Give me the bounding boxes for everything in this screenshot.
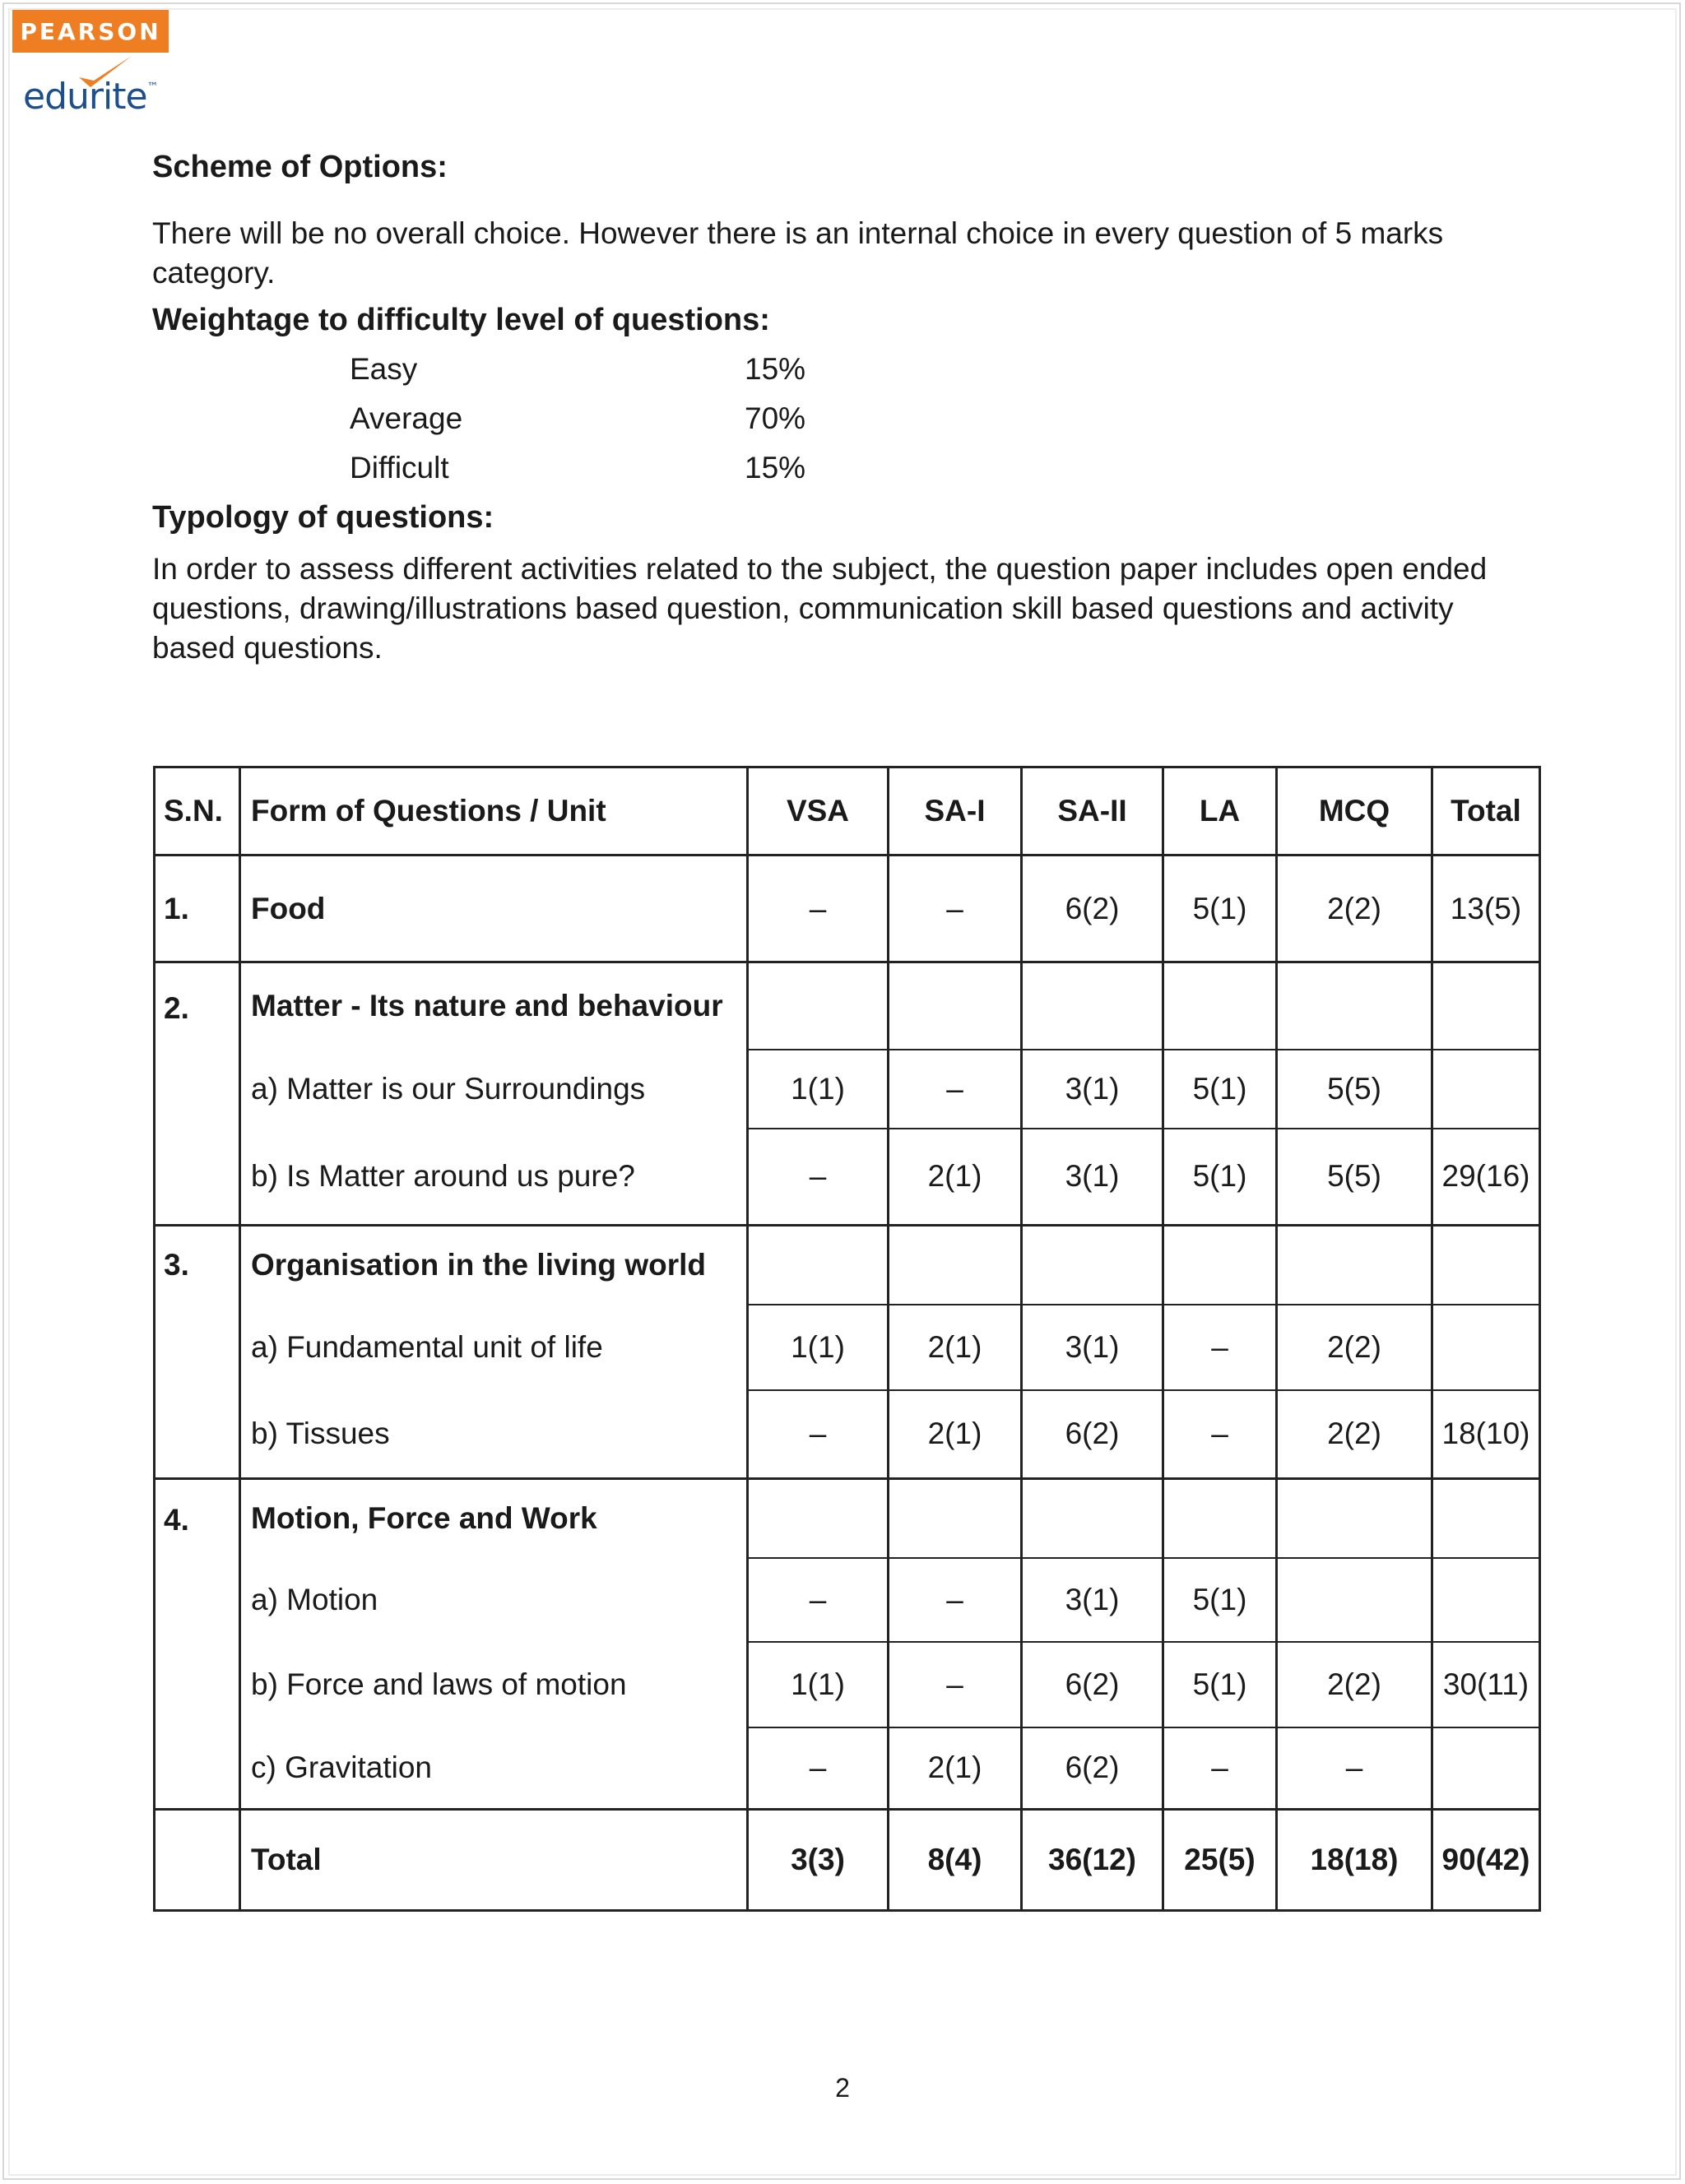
weightage-row: [350, 352, 805, 387]
subunit-label: b) Is Matter around us pure?: [240, 1129, 748, 1226]
cell-empty: [1163, 1226, 1277, 1305]
cell-mcq: 2(2): [1277, 1305, 1432, 1390]
cell-la: 5(1): [1163, 1050, 1277, 1129]
typology-text: In order to assess different activities related to the subject, the question paper includes open ended questions, drawing/illustrations based question, communication skill based questions and activity based questions.: [152, 552, 1488, 665]
cell-empty: [1163, 1479, 1277, 1558]
cell-empty: [748, 1226, 889, 1305]
cell-empty: [1432, 1305, 1540, 1390]
unit-number: 4.: [155, 1479, 240, 1810]
level-label: Average: [350, 401, 463, 435]
cell-sa1: –: [889, 1642, 1022, 1727]
unit-title: Organisation in the living world: [240, 1226, 748, 1305]
total-vsa: 3(3): [748, 1810, 889, 1911]
subunit-label: a) Matter is our Surroundings: [240, 1050, 748, 1129]
header-sa1: SA-I: [889, 767, 1022, 856]
cell-sa2: 6(2): [1022, 856, 1163, 962]
table-row: [155, 1305, 1540, 1390]
cell-la: –: [1163, 1390, 1277, 1479]
cell-empty: [1277, 1479, 1432, 1558]
cell-mcq: –: [1277, 1727, 1432, 1810]
total-label: Total: [240, 1810, 748, 1911]
cell-empty: [1163, 962, 1277, 1050]
cell-empty: [1022, 1479, 1163, 1558]
level-percent: 15%: [745, 352, 806, 386]
cell-total: 18(10): [1432, 1390, 1540, 1479]
cell-sa2: 6(2): [1022, 1390, 1163, 1479]
unit-number: 1.: [155, 856, 240, 962]
total-la: 25(5): [1163, 1810, 1277, 1911]
scheme-text: There will be no overall choice. However there is an internal choice in every question of 5 marks category.: [152, 216, 1444, 290]
trademark-symbol: ™: [146, 81, 158, 94]
cell-mcq: 2(2): [1277, 1642, 1432, 1727]
cell-mcq: 5(5): [1277, 1050, 1432, 1129]
unit-number: 2.: [155, 962, 240, 1226]
table-row: [155, 1226, 1540, 1305]
cell-la: –: [1163, 1305, 1277, 1390]
table-row: [155, 1558, 1540, 1642]
scheme-heading: Scheme of Options:: [152, 150, 448, 184]
header-form: Form of Questions / Unit: [240, 767, 748, 856]
cell-mcq: 2(2): [1277, 856, 1432, 962]
header-vsa: VSA: [748, 767, 889, 856]
weightage-row: [350, 401, 805, 436]
cell-empty: [1432, 1479, 1540, 1558]
edurite-logo: [23, 76, 158, 118]
cell-empty: [1432, 1050, 1540, 1129]
cell-sa2: 6(2): [1022, 1642, 1163, 1727]
header-la: LA: [1163, 767, 1277, 856]
header-sa2: SA-II: [1022, 767, 1163, 856]
cell-vsa: –: [748, 1390, 889, 1479]
cell-total: 30(11): [1432, 1642, 1540, 1727]
cell-empty: [1022, 962, 1163, 1050]
cell-empty: [1432, 962, 1540, 1050]
cell-empty: [748, 1479, 889, 1558]
cell-empty: [889, 1479, 1022, 1558]
cell-vsa: –: [748, 1727, 889, 1810]
header-total: Total: [1432, 767, 1540, 856]
table-row: [155, 1727, 1540, 1810]
cell-vsa: 1(1): [748, 1305, 889, 1390]
cell-vsa: –: [748, 856, 889, 962]
subunit-label: a) Fundamental unit of life: [240, 1305, 748, 1390]
cell-total: 13(5): [1432, 856, 1540, 962]
cell-empty: [1432, 1727, 1540, 1810]
table-row: [155, 856, 1540, 962]
subunit-label: b) Force and laws of motion: [240, 1642, 748, 1727]
cell-vsa: –: [748, 1558, 889, 1642]
cell-la: 5(1): [1163, 856, 1277, 962]
cell-sa2: 3(1): [1022, 1129, 1163, 1226]
cell-sa1: 2(1): [889, 1727, 1022, 1810]
table-row: [155, 1479, 1540, 1558]
subunit-label: b) Tissues: [240, 1390, 748, 1479]
unit-title: Food: [240, 856, 748, 962]
subunit-label: a) Motion: [240, 1558, 748, 1642]
cell-mcq: 5(5): [1277, 1129, 1432, 1226]
cell-vsa: –: [748, 1129, 889, 1226]
cell-la: –: [1163, 1727, 1277, 1810]
level-label: Difficult: [350, 451, 449, 485]
weightage-heading: Weightage to difficulty level of questions:: [152, 303, 770, 337]
cell-sa1: 2(1): [889, 1129, 1022, 1226]
table-row: [155, 1050, 1540, 1129]
table-row: [155, 1642, 1540, 1727]
unit-number: 3.: [155, 1226, 240, 1479]
cell-empty: [1277, 1226, 1432, 1305]
cell-empty: [1277, 962, 1432, 1050]
cell-empty: [889, 962, 1022, 1050]
subunit-label: c) Gravitation: [240, 1727, 748, 1810]
level-percent: 70%: [745, 401, 806, 435]
cell-empty: [748, 962, 889, 1050]
table-header-row: [155, 767, 1540, 856]
question-scheme-table: [153, 766, 1541, 1912]
total-mcq: 18(18): [1277, 1810, 1432, 1911]
total-sa2: 36(12): [1022, 1810, 1163, 1911]
cell-vsa: 1(1): [748, 1050, 889, 1129]
level-percent: 15%: [745, 451, 806, 485]
cell-empty: [1022, 1226, 1163, 1305]
cell-sa1: 2(1): [889, 1305, 1022, 1390]
cell-sa1: –: [889, 856, 1022, 962]
cell-empty: [155, 1810, 240, 1911]
cell-sa2: 3(1): [1022, 1558, 1163, 1642]
cell-sa1: –: [889, 1050, 1022, 1129]
cell-mcq: 2(2): [1277, 1390, 1432, 1479]
cell-la: 5(1): [1163, 1558, 1277, 1642]
cell-empty: [1432, 1226, 1540, 1305]
header-mcq: MCQ: [1277, 767, 1432, 856]
cell-sa2: 3(1): [1022, 1050, 1163, 1129]
unit-title: Matter - Its nature and behaviour: [240, 962, 748, 1050]
table-row: [155, 1390, 1540, 1479]
unit-title: Motion, Force and Work: [240, 1479, 748, 1558]
cell-sa1: –: [889, 1558, 1022, 1642]
cell-empty: [1432, 1558, 1540, 1642]
edurite-wordmark: edurite: [23, 76, 147, 118]
cell-la: 5(1): [1163, 1129, 1277, 1226]
cell-total: 29(16): [1432, 1129, 1540, 1226]
cell-mcq: [1277, 1558, 1432, 1642]
header-sn: S.N.: [155, 767, 240, 856]
cell-empty: [889, 1226, 1022, 1305]
cell-sa2: 3(1): [1022, 1305, 1163, 1390]
pearson-logo: PEARSON: [12, 10, 169, 53]
table-total-row: [155, 1810, 1540, 1911]
total-grand: 90(42): [1432, 1810, 1540, 1911]
table-row: [155, 962, 1540, 1050]
cell-sa1: 2(1): [889, 1390, 1022, 1479]
total-sa1: 8(4): [889, 1810, 1022, 1911]
cell-vsa: 1(1): [748, 1642, 889, 1727]
level-label: Easy: [350, 352, 418, 386]
table-row: [155, 1129, 1540, 1226]
cell-sa2: 6(2): [1022, 1727, 1163, 1810]
page-number: 2: [835, 2073, 850, 2103]
typology-heading: Typology of questions:: [152, 500, 494, 535]
cell-la: 5(1): [1163, 1642, 1277, 1727]
weightage-row: [350, 451, 805, 485]
